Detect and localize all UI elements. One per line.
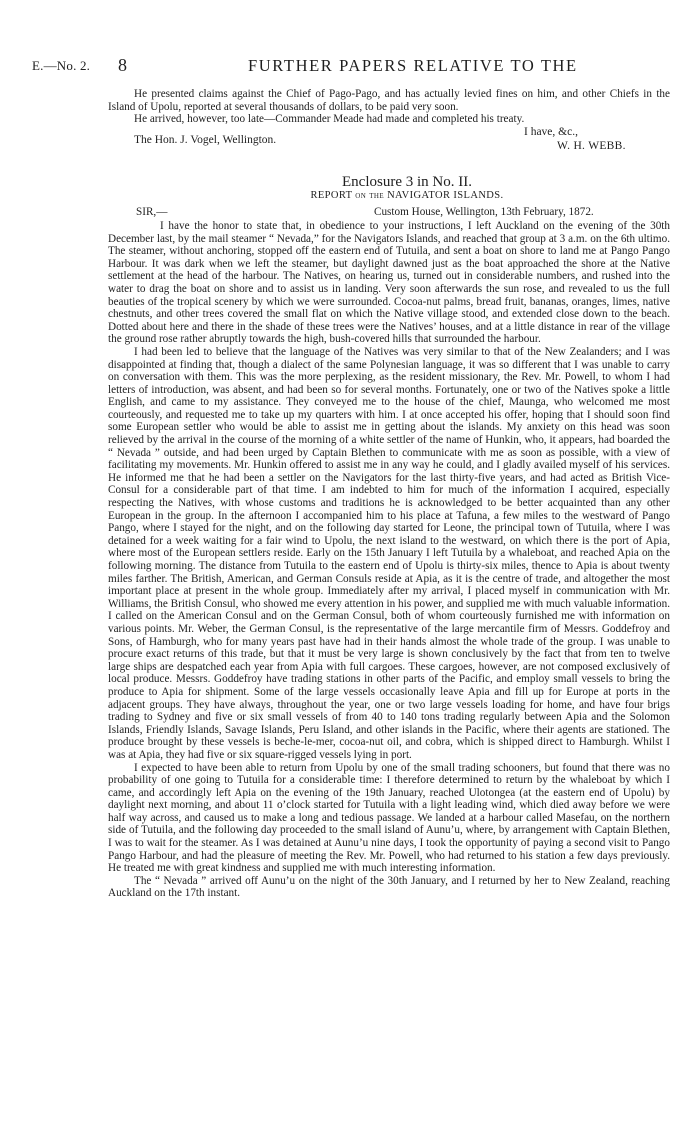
enclosure-subtitle: REPORT on the NAVIGATOR ISLANDS. [310, 190, 504, 202]
dateline: Custom House, Wellington, 13th February, 1872. [374, 205, 594, 218]
salutation: SIR,— [136, 205, 168, 218]
report-paragraph: The “ Nevada ” arrived off Aunu’u on the night of the 30th January, and I returned by her to New Zealand, reaching Auckland on the 17th instant. [108, 874, 670, 900]
report-body [108, 220, 670, 900]
closing-line: I have, &c., [524, 125, 578, 138]
running-title: FURTHER PAPERS RELATIVE TO THE [248, 56, 578, 75]
page-number: 8 [118, 55, 127, 75]
page-body [110, 88, 670, 900]
report-paragraph: I have the honor to state that, in obedience to your instructions, I left Auckland on the evening of the 30th December last, by the mail steamer “ Nevada,” for the Navigators Islands, and reached that group at 3 a.m. on the 6th ultimo. The steamer, without anchoring, stopped off the eastern end of Tutuila, and sent a boat on shore to land me at Pango Pango Harbour. It was dark when we left the steamer, but daylight dawned just as the boat approached the shore at the Native settlement at the head of the harbour. The Natives, on hearing us, turned out in considerable numbers, and rushed into the water to drag the boat on shore and to assist us in landing. Very soon afterwards the sun rose, and revealed to us the full beauties of the tropical scenery by which we were surrounded. Cocoa-nut palms, bread fruit, bananas, oranges, limes, native chestnuts, and other trees covered the small flat on which the Native village stood, and extended close down to the beach. Dotted about here and there in the shade of these trees were the Natives’ houses, and at a little distance in rear of the village the ground rose rather abruptly towards the high, bush-covered hills that surrounded the harbour. [108, 219, 670, 346]
report-paragraph: I had been led to believe that the language of the Natives was very similar to that of the New Zealanders; and I was disappointed at finding that, though a dialect of the same Polynesian language, it was so different that I was unable to carry on conversation with them. This was the more perplexing, as the resident missionary, the Rev. Mr. Powell, to whom I had letters of introduction, was absent, and had been so for several months. Fortunately, one or two of the Natives spoke a little English, and came to my assistance. They conveyed me to the house of the chief, Maunga, who welcomed me most courteously, and requested me to take up my quarters with him. I at once accepted his offer, hoping that I should soon find some European settler who would be able to assist me in getting about the islands. My anxiety on this head was soon relieved by the arrival in the course of the morning of a white settler of the name of Hunkin, who, it appears, had boarded the “ Nevada ” outside, and had been urged by Captain Blethen to communicate with me as soon as possible, with a view of facilitating my movements. Mr. Hunkin offered to assist me in any way he could, and I gladly availed myself of his services. He informed me that he had been a settler on the Navigators for the last thirty-five years, and had acted as British Vice-Consul for a considerable part of that time. I am indebted to him for much of the information I acquired, especially respecting the Natives, with whose customs and traditions he is acknowledged to be better acquainted than any other European in the group. In the afternoon I accompanied him to his place at Tafuna, a few miles to the westward of Pango Pango, where I stayed for the night, and on the following day started for Leone, the principal town of Tutuila, where I was detained for a week waiting for a fair wind to Upolu, the next island to the westward, on which there is the port of Apia, where most of the European settlers reside. Early on the 15th January I left Tutuila by a whaleboat, and reached Apia on the following morning. The distance from Tutuila to the eastern end of Upolu is thirty-six miles, thence to Apia is about twenty miles farther. The British, American, and German Consuls reside at Apia, as it is the centre of trade, and altogether the most important place at present in the whole group. Immediately after my arrival, I placed myself in communication with Mr. Williams, the British Consul, who showed me every attention in his power, and supplied me with much valuable information. I called on the American Consul and on the German Consul, both of whom courteously furnished me with information on various points. Mr. Weber, the German Consul, is the representative of the large mercantile firm of Messrs. Goddefroy and Sons, of Hamburgh, who for many years past have had in their hands almost the whole trade of the group. I was unable to procure exact returns of this trade, but that it must be very large is shown conclusively by the fact that from ten to twelve large ships are despatched each year from Apia with full cargoes. These cargoes, however, are not composed exclusively of local produce. Messrs. Goddefroy have trading stations in other parts of the Pacific, and employ small vessels to bring the produce to Apia for shipment. Some of the large vessels occasionally leave Apia and fill up for Europe at ports in the adjacent groups. They have always, throughout the year, one or two large vessels loading for home, and have four brigs trading to Sydney and five or six small vessels of from 40 to 140 tons trading regularly between Apia and the Solomon Islands, Friendly Islands, Savage Islands, Peru Island, and other islands in the Pacific, where their agents are stationed. The produce brought by these vessels is beche-le-mer, cocoa-nut oil, and cobra, which is shipped direct to Hamburgh. Whilst I was at Apia, they had five or six square-rigged vessels lying in port. [108, 345, 670, 761]
letter-paragraph: He arrived, however, too late—Commander Meade had made and completed his treaty. [134, 113, 525, 126]
letter-signoff [108, 126, 670, 166]
letter-end [108, 88, 670, 166]
enclosure-title: Enclosure 3 in No. II. [342, 173, 472, 190]
letter-paragraph: He presented claims against the Chief of Pago-Pago, and has actually levied fines on him, and other Chiefs in the Island of Upolu, reported at several thousands of dollars, to be paid very soon. [108, 88, 670, 113]
salutation-row [110, 206, 670, 220]
signature: W. H. WEBB. [557, 139, 626, 152]
report-paragraph: I expected to have been able to return from Upolu by one of the small trading schooners, but found that there was no probability of one going to Tutuila for a considerable time: I therefore determined to return by the whaleboat by which I came, and accordingly left Apia on the evening of the 19th January, reached Ulotongea (at the eastern end of Upolu) by daylight next morning, and about 11 o’clock started for Tutuila with a light leading wind, which died away before we were half way across, and caused us to make a long and tedious passage. We landed at a harbour called Masefau, on the northern side of Tutuila, and the following day proceeded to the small island of Aunu’u, where, by arrangement with Captain Blethen, I was to wait for the steamer. As I was detained at Aunu’u nine days, I took the opportunity of paying a second visit to Pango Pango Harbour, and had the pleasure of meeting the Rev. Mr. Powell, who had returned to his station a few days previously. He treated me with great kindness and supplied me with much interesting information. [108, 761, 670, 875]
addressee-line: The Hon. J. Vogel, Wellington. [134, 133, 277, 146]
page-header [32, 54, 678, 78]
document-code: E.—No. 2. [32, 58, 91, 73]
